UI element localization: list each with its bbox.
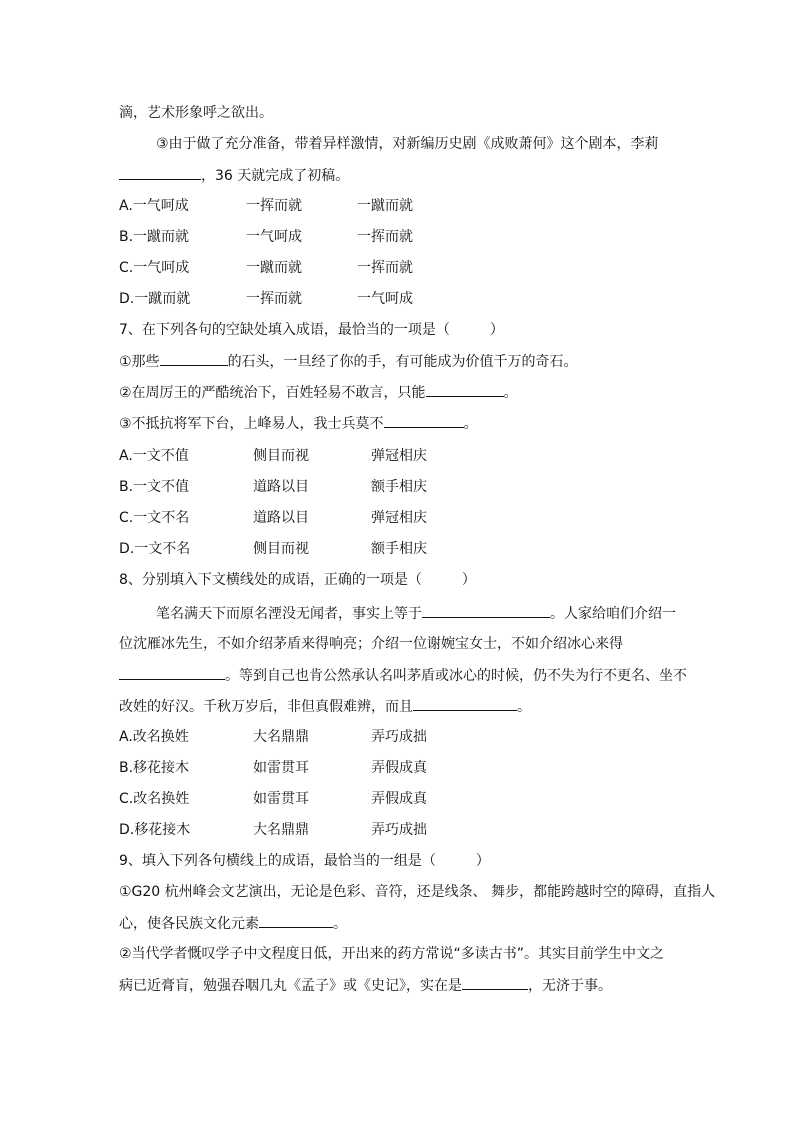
question-7-item-3: [119, 413, 478, 434]
q6-option-d-2: 一挥而就: [246, 291, 302, 307]
q8-option-b: B.移花接木: [119, 760, 190, 776]
q7-option-c: C.一文不名: [119, 510, 190, 526]
close-paren: ）: [475, 853, 490, 869]
answer-blank: [259, 913, 333, 928]
q8-option-d: D.移花接木: [119, 822, 191, 838]
q7-option-a: A.一文不值: [119, 448, 189, 464]
q8-option-b-2: 如雷贯耳: [253, 760, 309, 776]
q8-option-c: C.改名换姓: [119, 791, 190, 807]
question-text: 7、在下列各句的空缺处填入成语，最恰当的一项是（: [119, 322, 450, 338]
answer-blank: [462, 975, 528, 990]
question-6-item-3-cont: [119, 165, 349, 186]
answer-blank: [426, 382, 504, 397]
q6-option-a-3: 一蹴而就: [357, 198, 413, 214]
text-fragment: 。: [517, 699, 531, 715]
question-8-passage-line-1: [156, 603, 676, 624]
q8-option-a: A.改名换姓: [119, 729, 189, 745]
q6-option-c: C.一气呵成: [119, 260, 190, 276]
q6-option-a: A.一气呵成: [119, 198, 189, 214]
q8-option-b-3: 弄假成真: [371, 760, 427, 776]
close-paren: ）: [461, 572, 476, 588]
q6-option-d: D.一蹴而就: [119, 291, 191, 307]
q6-option-b: B.一蹴而就: [119, 229, 190, 245]
text-fragment: 的石头，一旦经了你的手，有可能成为价值千万的奇石。: [227, 354, 578, 370]
answer-blank: [119, 665, 225, 680]
text-fragment: ，无济于事。: [528, 978, 612, 994]
q7-option-b: B.一文不值: [119, 479, 190, 495]
q7-option-d: D.一文不名: [119, 541, 191, 557]
question-6-item-3: ③由于做了充分准备，带着异样激情，对新编历史剧《成败萧何》这个剧本，李莉: [156, 136, 659, 152]
text-fragment: 。: [333, 916, 347, 932]
text-fragment: 改姓的好汉。千秋万岁后，非但真假难辨，而且: [119, 699, 413, 715]
q6-option-a-2: 一挥而就: [246, 198, 302, 214]
question-8-passage-line-3: [119, 665, 687, 686]
q7-option-d-3: 额手相庆: [371, 541, 427, 557]
q7-option-b-3: 额手相庆: [371, 479, 427, 495]
text-fragment: 心，使各民族文化元素: [119, 916, 259, 932]
text-fragment: ，36 天就完成了初稿。: [201, 168, 350, 184]
q6-option-c-2: 一蹴而就: [246, 260, 302, 276]
question-9-item-2-line-2: [119, 975, 612, 996]
q7-option-c-2: 道路以目: [253, 510, 309, 526]
text-fragment: 。等到自己也肯公然承认名叫茅盾或冰心的时候，仍不失为行不更名、坐不: [225, 668, 687, 684]
q7-option-d-2: 侧目而视: [253, 541, 309, 557]
q8-option-d-2: 大名鼎鼎: [253, 822, 309, 838]
q8-option-c-2: 如雷贯耳: [253, 791, 309, 807]
question-9-item-2-line-1: ②当代学者慨叹学子中文程度日低，开出来的药方常说“多读古书”。其实目前学生中文之: [119, 946, 665, 962]
close-paren: ）: [489, 322, 504, 338]
question-7-item-1: [119, 351, 578, 372]
q8-option-a-3: 弄巧成拙: [371, 729, 427, 745]
text-fragment: 病已近膏肓，勉强吞咽几丸《孟子》或《史记》，实在是: [119, 978, 462, 994]
question-9-stem: [119, 851, 490, 871]
question-7-item-2: [119, 382, 518, 403]
question-9-item-1-line-1: ①G20 杭州峰会文艺演出，无论是色彩、音符，还是线条、 舞步，都能跨越时空的障碍，直指人: [119, 884, 716, 900]
answer-blank: [413, 696, 517, 711]
text-line: 滴，艺术形象呼之欲出。: [119, 105, 273, 121]
text-fragment: ③不抵抗将军下台，上峰易人，我士兵莫不: [119, 416, 384, 432]
text-fragment: 。: [503, 385, 518, 401]
q8-option-c-3: 弄假成真: [371, 791, 427, 807]
q8-option-a-2: 大名鼎鼎: [253, 729, 309, 745]
question-8-passage-line-4: [119, 696, 531, 717]
q7-option-a-3: 弹冠相庆: [371, 448, 427, 464]
text-fragment: 笔名满天下而原名湮没无闻者，事实上等于: [156, 606, 422, 622]
q8-option-d-3: 弄巧成拙: [371, 822, 427, 838]
text-fragment: 。: [463, 416, 478, 432]
question-9-item-1-line-2: [119, 913, 347, 934]
answer-blank: [160, 351, 228, 366]
answer-blank: [422, 603, 550, 618]
question-text: 8、分别填入下文横线处的成语，正确的一项是（: [119, 572, 422, 588]
answer-blank: [119, 165, 201, 180]
q7-option-a-2: 侧目而视: [253, 448, 309, 464]
q7-option-b-2: 道路以目: [253, 479, 309, 495]
question-8-stem: [119, 570, 476, 590]
q7-option-c-3: 弹冠相庆: [371, 510, 427, 526]
text-fragment: 。人家给咱们介绍一: [550, 606, 676, 622]
q6-option-d-3: 一气呵成: [357, 291, 413, 307]
text-fragment: ①那些: [119, 354, 160, 370]
answer-blank: [384, 413, 464, 428]
text-fragment: ②在周厉王的严酷统治下，百姓轻易不敢言，只能: [119, 385, 426, 401]
q6-option-b-3: 一挥而就: [357, 229, 413, 245]
q6-option-b-2: 一气呵成: [246, 229, 302, 245]
question-text: 9、填入下列各句横线上的成语，最恰当的一组是（: [119, 853, 436, 869]
question-7-stem: [119, 320, 504, 340]
question-8-passage-line-2: 位沈雁冰先生，不如介绍茅盾来得响亮；介绍一位谢婉宝女士，不如介绍冰心来得: [119, 636, 623, 652]
q6-option-c-3: 一挥而就: [357, 260, 413, 276]
